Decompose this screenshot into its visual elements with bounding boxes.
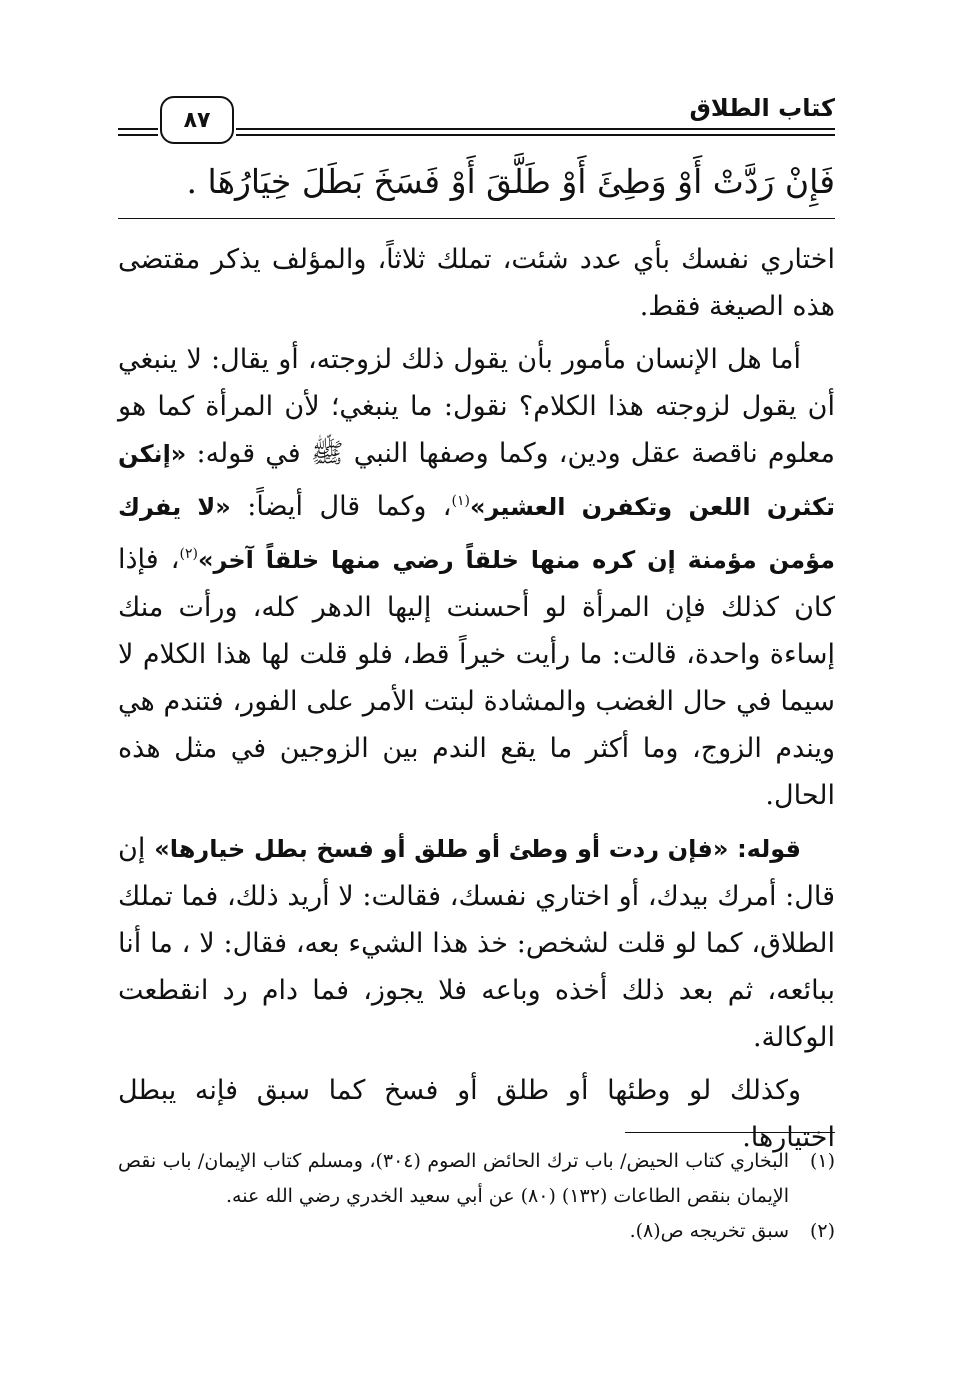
header-rule bbox=[236, 128, 835, 130]
footnote bbox=[118, 1214, 835, 1249]
paragraph bbox=[118, 825, 835, 1061]
paragraph-text: إن قال: أمرك بيدك، أو اختاري نفسك، فقالت: لا أريد ذلك، فما تملك الطلاق، كما لو قلت لشخص: خذ هذا الشيء بعه، فقال: لا ، ما أنا ببائعه، ثم بعد ذلك أخذه وباعه فلا يجوز، فما دام رد انقطعت الوكالة. bbox=[118, 833, 835, 1053]
paragraph: اختاري نفسك بأي عدد شئت، تملك ثلاثاً، والمؤلف يذكر مقتضى هذه الصيغة فقط. bbox=[118, 244, 835, 322]
footnote-number: (٢) bbox=[809, 1220, 835, 1242]
page-number: ٨٧ bbox=[160, 96, 234, 144]
paragraph-text: أما هل الإنسان مأمور بأن يقول ذلك لزوجته، أو يقال: لا ينبغي أن يقول لزوجته هذا الكلام؟ نقول: ما ينبغي؛ لأن المرأة كما هو معلوم ناقصة عقل ودين، وكما وصفها النبي ﷺ في قوله: bbox=[118, 344, 835, 469]
header-rule bbox=[118, 134, 158, 136]
hadith-quote: «لا يفرك مؤمن مؤمنة إن كره منها خلقاً رضي منها خلقاً آخر» bbox=[118, 493, 835, 574]
footnote-ref: (٢) bbox=[179, 546, 198, 562]
page-header bbox=[118, 88, 835, 148]
footnote-ref: (١) bbox=[451, 493, 470, 509]
paragraph-text: ، وكما قال أيضاً: bbox=[230, 491, 452, 522]
matn-divider bbox=[118, 218, 835, 219]
matn-quote: «فإن ردت أو وطئ أو طلق أو فسخ بطل خيارها» bbox=[154, 835, 738, 863]
header-rule bbox=[118, 128, 158, 130]
footnote bbox=[118, 1144, 835, 1214]
qawluhu-label: قوله: bbox=[737, 835, 801, 863]
footnote-text: سبق تخريجه ص(٨). bbox=[629, 1220, 789, 1242]
footnotes bbox=[118, 1144, 835, 1249]
footnote-text: البخاري كتاب الحيض/ باب ترك الحائض الصوم (٣٠٤)، ومسلم كتاب الإيمان/ باب نقص الإيمان بنقص الطاعات (١٣٢) (٨٠) عن أبي سعيد الخدري رضي الله عنه. bbox=[118, 1150, 789, 1207]
paragraph-text: ، فإذا كان كذلك فإن المرأة لو أحسنت إليها الدهر كله، ورأت منك إساءة واحدة، قالت: ما رأيت خيراً قط، فلو قلت لها هذا الكلام لا سيما في حال الغضب والمشادة لبتت الأمر على الفور، فتندم هي ويندم الزوج، وما أكثر ما يقع الندم بين الزوجين في مثل هذه الحال. bbox=[118, 544, 835, 811]
header-rule bbox=[236, 134, 835, 136]
book-title: كتاب الطلاق bbox=[689, 94, 835, 122]
paragraph: وكذلك لو وطئها أو طلق أو فسخ كما سبق فإنه يبطل اختيارها. bbox=[118, 1075, 835, 1153]
commentary-body bbox=[118, 236, 835, 1167]
footnote-number: (١) bbox=[809, 1150, 835, 1172]
hadith-quote: «إنكن تكثرن اللعن وتكفرن العشير» bbox=[118, 440, 836, 521]
footnote-divider bbox=[625, 1132, 835, 1133]
matn-text: فَإِنْ رَدَّتْ أَوْ وَطِئَ أَوْ طَلَّقَ أَوْ فَسَخَ بَطَلَ خِيَارُهَا . bbox=[186, 162, 835, 201]
paragraph bbox=[118, 336, 835, 819]
